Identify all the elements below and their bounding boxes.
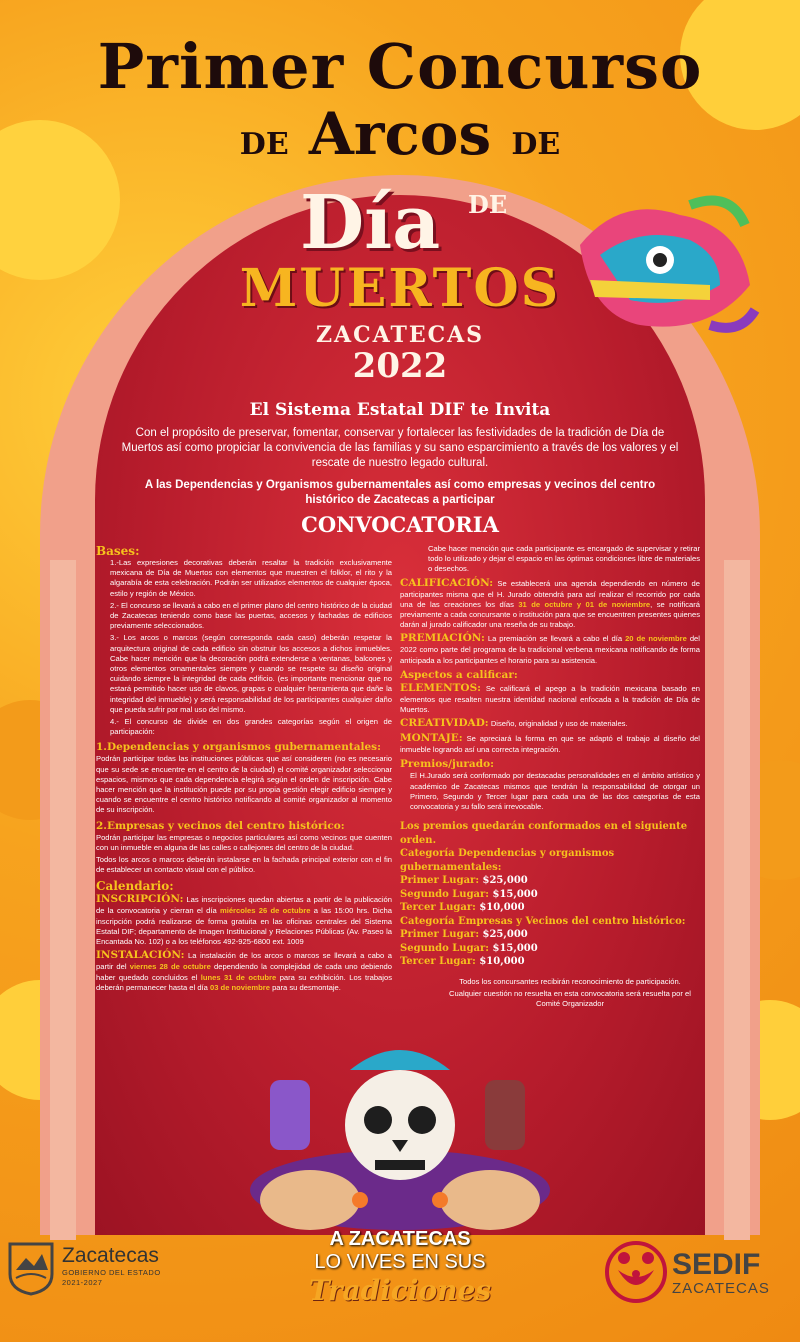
premiacion-text xyxy=(400,632,700,665)
premiacion-text-a: La premiación se llevará a cabo el día xyxy=(487,634,623,644)
instalacion-text-a: La instalación de los arcos o marcos se llevará a cabo a partir del xyxy=(96,951,392,972)
inscripcion-text-a: Las inscripciones quedan abiertas a partir de la publicación de la convocatoria y cierran el día xyxy=(96,895,392,916)
closing-2: Cualquier cuestión no resuelta en esta convocatoria será resuelta por el Comité Organizador xyxy=(449,988,691,1009)
title-dia: Día xyxy=(300,180,441,266)
bases-title: Bases: xyxy=(96,544,140,558)
calificacion-title: CALIFICACIÓN: xyxy=(400,576,494,589)
title-line-2 xyxy=(0,100,800,168)
slogan-a: A xyxy=(329,1228,344,1250)
category-2-title: 2.Empresas y vecinos del centro histórico: xyxy=(96,819,345,832)
elementos-desc: Se calificará el apego a la tradición mexicana basado en elementos que resalten nuestra identidad nacional enfocada a la tradición de Día de Muertos. xyxy=(400,683,700,715)
sedif-logo-text xyxy=(672,1250,770,1297)
left-column xyxy=(96,544,392,995)
invite-heading: El Sistema Estatal DIF te Invita xyxy=(249,400,551,420)
intro-text: Con el propósito de preservar, fomentar, conservar y fortalecer las festividades de la tradición de Día de Muertos así como propiciar la convivencia de las familias y su sano esparcimiento a través de los valores y el rescate de nuestro legado cultural. xyxy=(121,427,679,469)
inscripcion-date: miércoles 26 de octubre xyxy=(219,906,311,916)
prizes-intro: Los premios quedarán conformados en el siguiente orden. xyxy=(400,821,688,846)
montaje-title: MONTAJE: xyxy=(400,732,463,745)
slogan-city: ZACATECAS xyxy=(348,1228,471,1250)
bases-item-2: 2.- El concurso se llevará a cabo en el primer plano del centro histórico de la ciudad de Zacatecas teniendo como base las puertas, accesos y fachadas de edificios previamente seleccionados. xyxy=(110,600,392,631)
inscripcion-text-b: a las 15:00 hrs. Dicha inscripción podrá realizarse de forma gratuita en las oficinas centrales del Sistema Estatal DIF; departamento de Imagen Institucional y Relaciones Públicas (Av. Paseo la Encantada No. 102) o a los teléfonos 492-925-6800 ext. 1009 xyxy=(96,906,392,947)
premiacion-date: 20 de noviembre xyxy=(625,634,687,644)
category-2-text-a: Podrán participar las empresas o negocios particulares así como vecinos que cuenten con un inmueble en alguna de las calles o callejones del centro de la ciudad. xyxy=(96,832,392,852)
jurado-title: Premios/jurado: xyxy=(400,758,494,771)
category-2-text-b: Todos los arcos o marcos deberán instalarse en la fachada principal exterior con el fin de establecer un contacto visual con el público. xyxy=(96,855,392,875)
sedif-family-logo xyxy=(604,1240,668,1304)
convocatoria-heading: CONVOCATORIA xyxy=(301,512,499,537)
instalacion-text-d: para su desmontaje. xyxy=(272,982,341,992)
gov-name: Zacatecas xyxy=(62,1244,159,1267)
gov-sub: GOBIERNO DEL ESTADO xyxy=(62,1268,161,1277)
inscripcion-title: INSCRIPCIÓN: xyxy=(96,893,184,906)
inscripcion-text xyxy=(96,893,392,947)
sedif-sub: ZACATECAS xyxy=(672,1280,770,1297)
creatividad-title: CREATIVIDAD: xyxy=(400,717,489,730)
slogan-line-3: Tradiciones xyxy=(308,1274,492,1307)
elementos-title: ELEMENTOS: xyxy=(400,681,482,694)
prize-b-second: Segundo Lugar: $15,000 xyxy=(400,942,538,954)
montaje-text xyxy=(400,732,700,755)
title-de-1: DE xyxy=(239,127,289,162)
instalacion-text-c: para su exhibición. Los trabajos deberán permanecer hasta el día xyxy=(96,972,392,992)
category-1-title: 1.Dependencias y organismos gubernamentales: xyxy=(96,741,381,754)
calificacion-text xyxy=(400,577,700,631)
calificacion-text-b: , se notificará previamente a cada concursante o institución para que se encuentren presentes quienes darán al jurado calificador una reseña de su trabajo. xyxy=(400,599,700,630)
right-intro: Cabe hacer mención que cada participante es encargado de supervisar y retirar todo lo utilizado y dejar el espacio en las óptimas condiciones libre de materiales o desechos. xyxy=(428,544,700,574)
prize-a-first: Primer Lugar: $25,000 xyxy=(400,875,528,887)
prize-category-a: Categoría Dependencias y organismos gubernamentales: xyxy=(400,848,615,873)
prize-b-third: Tercer Lugar: $10,000 xyxy=(400,956,525,968)
title-arcos: Arcos xyxy=(308,100,492,168)
instalacion-title: INSTALACIÓN: xyxy=(96,949,185,962)
arch-pillar-left xyxy=(50,560,76,1240)
instalacion-text xyxy=(96,949,392,993)
creatividad-text xyxy=(400,717,700,730)
bases-item-3: 3.- Los arcos o marcos (según corresponda cada caso) deberán respetar la arquitectura original de cada edificio sin obstruir los accesos a dichos inmuebles. Cabe hacer mención que la decoración podrá extenderse a ventanas, balcones y otros elementos ornamentales siempre y cuando se respete su diseño original cuidando siempre la integridad de cada edificio. (es importante mencionar que no estará permitido hacer uso de clavos, grapas o cualquier herramienta que dañe la integridad del inmueble) y será responsabilidad de los participantes cualquier daño que pueda sufrir por mal uso del mismo. xyxy=(110,633,392,714)
jurado-text: El H.Jurado será conformado por destacadas personalidades en el ámbito artístico y académico de Zacatecas mismos que tendrán la responsabilidad de otorgar un Primero, Segundo y Tercer lugar para cada una de las dos categorías de esta convocatoria y su fallo será irrevocable. xyxy=(410,771,700,812)
instalacion-text-b: dependiendo la complejidad de cada uno debiendo haber quedado concluidos el xyxy=(96,962,392,982)
elementos-text xyxy=(400,682,700,715)
prize-b-first: Primer Lugar: $25,000 xyxy=(400,929,528,941)
slogan-line-2: LO VIVES EN SUS xyxy=(314,1251,486,1273)
sugar-skull-illustration xyxy=(240,1040,560,1235)
serpent-head-illustration xyxy=(560,185,760,355)
right-column xyxy=(400,544,700,1011)
title-city: ZACATECAS xyxy=(315,322,485,348)
arch-pillar-right xyxy=(724,560,750,1240)
closing-1: Todos los concursantes recibirán reconocimiento de participación. xyxy=(459,976,681,986)
title-de-2: DE xyxy=(511,127,561,162)
bases-item-4: 4.- El concurso de divide en dos grandes categorías según el origen de participación: xyxy=(110,717,392,737)
title-muertos: MUERTOS xyxy=(239,258,561,319)
creatividad-desc: Diseño, originalidad y uso de materiales. xyxy=(490,719,628,729)
aspectos-title: Aspectos a calificar: xyxy=(400,668,518,681)
instalacion-date-2: lunes 31 de octubre xyxy=(200,972,277,982)
calificacion-text-a: Se establecerá una agenda dependiendo en número de participantes misma que el H. Jurado obtendrá para así realizar el recorrido por cada una de las creaciones los días xyxy=(400,578,700,609)
prize-a-second: Segundo Lugar: $15,000 xyxy=(400,888,538,900)
premiacion-text-b: del 2022 como parte del programa de la tradicional verbena mexicana notificando de forma anticipada a los participantes el horario para su asistencia. xyxy=(400,634,700,665)
sedif-name: SEDIF xyxy=(672,1248,761,1281)
title-line-1: Primer Concurso xyxy=(97,30,703,103)
title-year: 2022 xyxy=(352,346,448,386)
gov-years: 2021-2027 xyxy=(62,1278,103,1287)
prize-a-third: Tercer Lugar: $10,000 xyxy=(400,902,525,914)
category-1-text: Podrán participar todas las instituciones públicas que así consideren (no es necesario que su sede se encuentre en el centro de la ciudad) el comité organizador seleccionar espacios, mismos que cada dependencia elegirá según el orden de inscripción. Cabe hacer mención que la institución puede por su propia gestión elegir edificio siempre y cuando se encuentre el centro histórico notificando al comité organizador al momento de su inscripción. xyxy=(96,754,392,815)
audience-text: A las Dependencias y Organismos gubernamentales así como empresas y vecinos del centro histórico de Zacatecas a participar xyxy=(144,479,656,506)
calificacion-date: 31 de octubre y 01 de noviembre xyxy=(518,599,651,609)
prizes-block xyxy=(400,820,700,969)
prize-category-b: Categoría Empresas y Vecinos del centro histórico: xyxy=(400,915,686,927)
instalacion-date-3: 03 de noviembre xyxy=(210,982,270,992)
montaje-desc: Se apreciará la forma en que se adaptó el trabajo al diseño del inmueble logrando así una correcta integración. xyxy=(400,734,700,755)
bases-item-1: 1.-Las expresiones decorativas deberán resaltar la tradición exclusivamente mexicana de Día de Muertos con elementos que muestren el folklor, el rito y la algarabía de esta celebración. Podrán ser utilizados elementos de cualquier época, estilo y región de México. xyxy=(110,558,392,598)
title-dia-de: DE xyxy=(468,190,508,219)
instalacion-date-1: viernes 28 de octubre xyxy=(129,962,211,972)
calendar-title: Calendario: xyxy=(96,879,174,894)
premiacion-title: PREMIACIÓN: xyxy=(400,632,485,645)
